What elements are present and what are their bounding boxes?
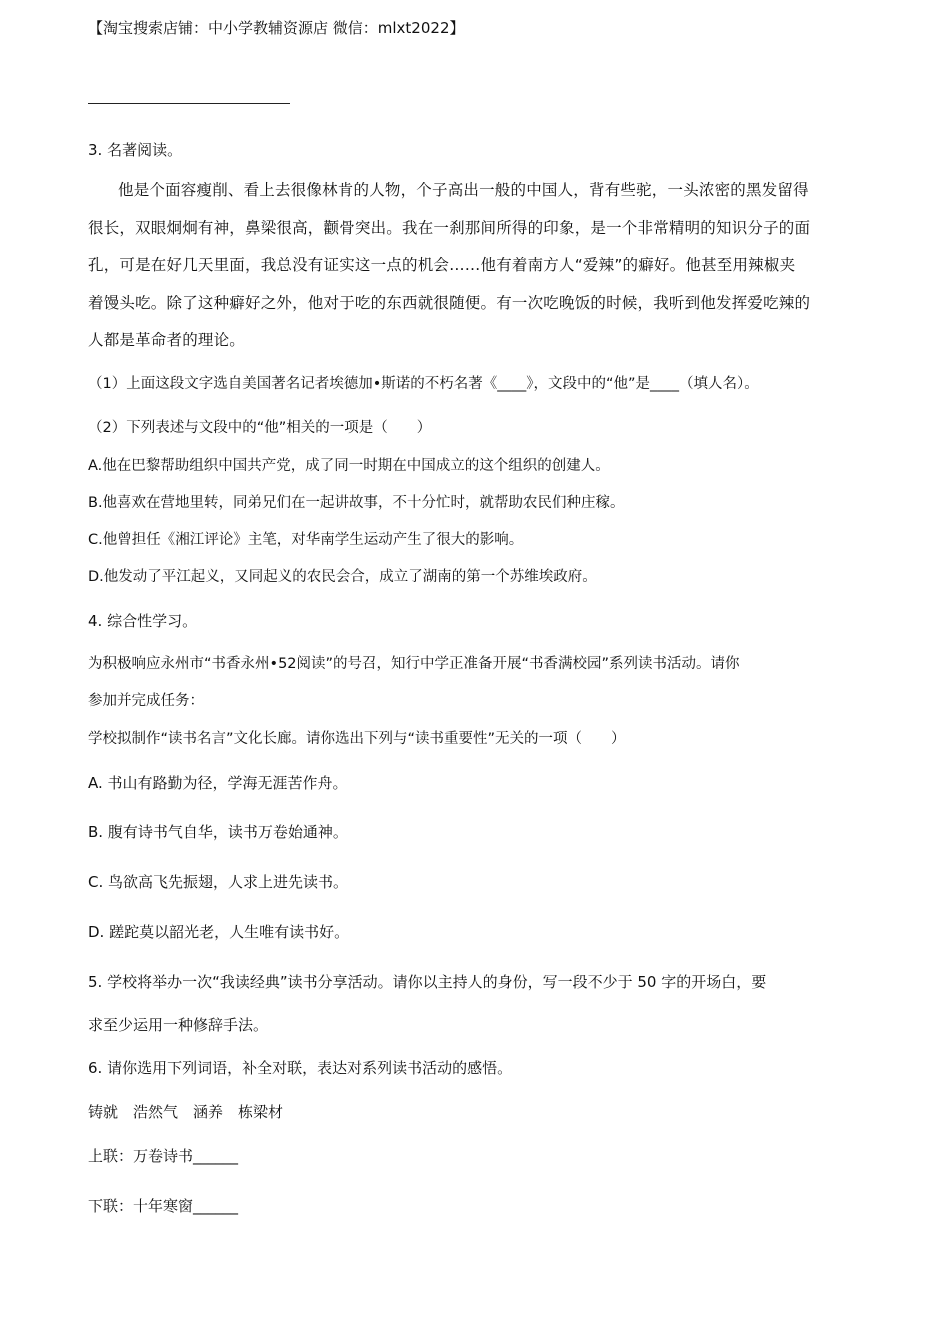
q3-option-d: D.他发动了平江起义，又同起义的农民会合，成立了湖南的第一个苏维埃政府。 (88, 569, 597, 585)
q4-intro-line: 为积极响应永州市“书香永州•52阅读”的号召，知行中学正准备开展“书香满校园”系列读书活动。请你 (88, 656, 740, 672)
q4-title: 4. 综合性学习。 (88, 612, 198, 630)
q6-title: 6. 请你选用下列词语，补全对联，表达对系列读书活动的感悟。 (88, 1059, 513, 1077)
q3-title: 3. 名著阅读。 (88, 141, 183, 159)
q3-option-c: C.他曾担任《湘江评论》主笔，对华南学生运动产生了很大的影响。 (88, 532, 524, 548)
q3-passage-line: 人都是革命者的理论。 (88, 331, 246, 349)
q3-passage-line: 着馒头吃。除了这种癖好之外，他对于吃的东西就很随便。有一次吃晚饭的时候，我听到他发挥爱吃辣的 (88, 294, 811, 312)
q3-passage-line: 他是个面容瘦削、看上去很像林肯的人物，个子高出一般的中国人，背有些驼，一头浓密的黑发留得 (118, 181, 809, 199)
page-header: 【淘宝搜索店铺：中小学教辅资源店 微信：mlxt2022】 (88, 19, 465, 37)
q5-line: 求至少运用一种修辞手法。 (88, 1016, 269, 1034)
q6-lower-couplet: 下联：十年寒窗______ (88, 1197, 239, 1215)
q4-intro-line: 参加并完成任务： (88, 693, 204, 709)
q4-option-a: A. 书山有路勤为径，学海无涯苦作舟。 (88, 774, 348, 792)
q3-sub2: （2）下列表述与文段中的“他”相关的一项是（ ） (88, 420, 432, 436)
q6-upper-couplet: 上联：万卷诗书______ (88, 1147, 239, 1165)
q4-option-d: D. 蹉跎莫以韶光老，人生唯有读书好。 (88, 923, 350, 941)
q5-line: 5. 学校将举办一次“我读经典”读书分享活动。请你以主持人的身份，写一段不少于 50 字的开场白，要 (88, 973, 767, 991)
q3-option-a: A.他在巴黎帮助组织中国共产党，成了同一时期在中国成立的这个组织的创建人。 (88, 458, 610, 474)
q4-task: 学校拟制作“读书名言”文化长廊。请你选出下列与“读书重要性”无关的一项（ ） (88, 731, 626, 747)
q3-sub1: （1）上面这段文字选自美国著名记者埃德加•斯诺的不朽名著《____》，文段中的“他”是____（填人名）。 (88, 376, 759, 392)
q3-option-b: B.他喜欢在营地里转，同弟兄们在一起讲故事，不十分忙时，就帮助农民们种庄稼。 (88, 495, 625, 511)
q3-passage-line: 孔，可是在好几天里面，我总没有证实这一点的机会……他有着南方人“爱辣”的癖好。他甚至用辣椒夹 (88, 256, 796, 274)
q3-passage-line: 很长，双眼炯炯有神，鼻梁很高，颧骨突出。我在一刹那间所得的印象，是一个非常精明的知识分子的面 (88, 219, 811, 237)
answer-line (88, 103, 290, 104)
q4-option-b: B. 腹有诗书气自华，读书万卷始通神。 (88, 823, 348, 841)
q4-option-c: C. 鸟欲高飞先振翅，人求上进先读书。 (88, 873, 349, 891)
q6-words: 铸就 浩然气 涵养 栋梁材 (88, 1103, 284, 1121)
